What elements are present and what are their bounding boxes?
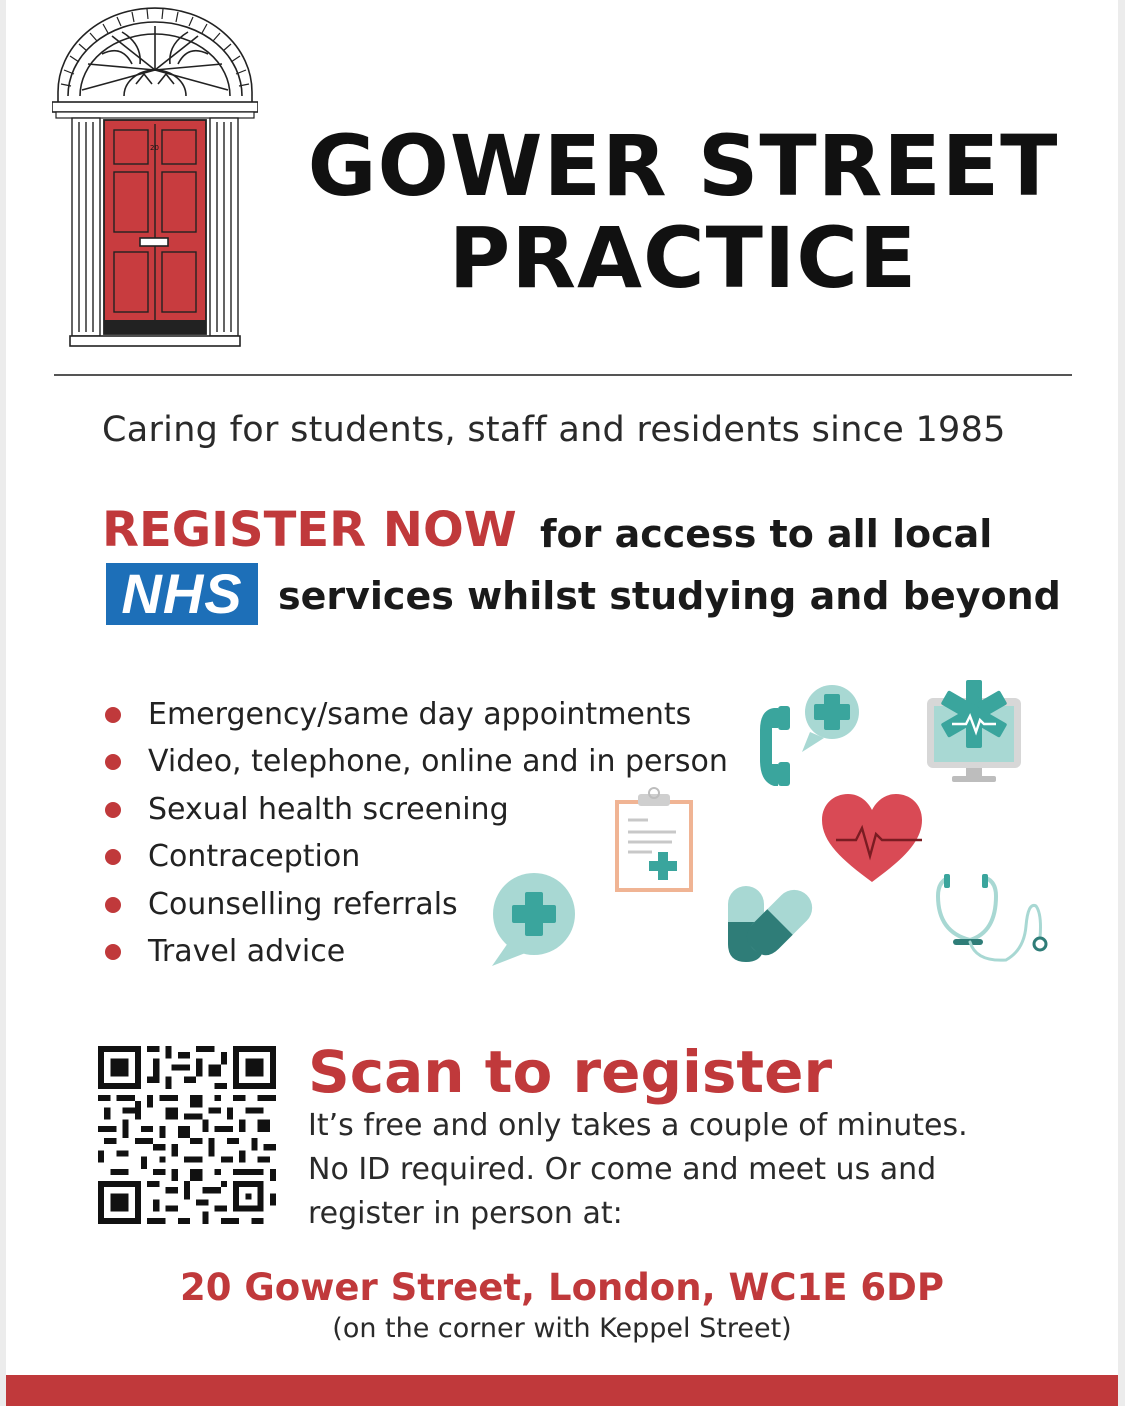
service-label: Travel advice xyxy=(148,933,346,969)
poster xyxy=(6,0,1118,1406)
door-number: 20 xyxy=(150,144,159,152)
bullet-icon xyxy=(105,802,121,818)
bullet-icon xyxy=(105,849,121,865)
footer-bar xyxy=(6,1375,1118,1406)
scan-line-3: register in person at: xyxy=(308,1196,623,1231)
title-line-1: GOWER STREET xyxy=(307,117,1059,215)
tagline: Caring for students, staff and residents since 1985 xyxy=(102,410,1006,450)
practice-address: 20 Gower Street, London, WC1E 6DP xyxy=(180,1266,944,1309)
bullet-icon xyxy=(105,754,121,770)
scan-to-register-heading: Scan to register xyxy=(308,1038,833,1106)
address-note: (on the corner with Keppel Street) xyxy=(332,1313,792,1344)
speech-bubble-plus-icon xyxy=(492,873,575,966)
register-now-heading: REGISTER NOW xyxy=(102,502,517,558)
register-line-1: for access to all local xyxy=(540,512,993,556)
monitor-star-of-life-icon xyxy=(927,680,1021,782)
health-icons xyxy=(476,670,1076,980)
clipboard-icon xyxy=(617,788,691,890)
service-label: Contraception xyxy=(148,839,361,875)
registration-qr-code[interactable] xyxy=(98,1046,276,1224)
pill-icon xyxy=(728,882,820,962)
heart-pulse-icon xyxy=(822,794,922,882)
nhs-logo: NHS xyxy=(106,563,258,625)
phone-plus-icon xyxy=(760,685,859,786)
service-label: Emergency/same day appointments xyxy=(148,697,692,732)
title-line-2: PRACTICE xyxy=(448,209,918,307)
door-illustration xyxy=(52,4,258,348)
bullet-icon xyxy=(105,897,121,913)
scan-line-2: No ID required. Or come and meet us and xyxy=(308,1152,937,1187)
bullet-icon xyxy=(105,707,121,723)
bullet-icon xyxy=(105,944,121,960)
service-label: Counselling referrals xyxy=(148,886,458,922)
service-label: Sexual health screening xyxy=(148,791,509,827)
scan-instructions xyxy=(308,1104,1028,1236)
scan-line-1: It’s free and only takes a couple of minutes. xyxy=(308,1108,968,1143)
stethoscope-icon xyxy=(938,874,1046,960)
page-title xyxy=(268,117,1098,307)
service-label: Video, telephone, online and in person xyxy=(148,744,728,780)
divider xyxy=(54,374,1072,376)
register-line-2: services whilst studying and beyond xyxy=(278,574,1061,618)
